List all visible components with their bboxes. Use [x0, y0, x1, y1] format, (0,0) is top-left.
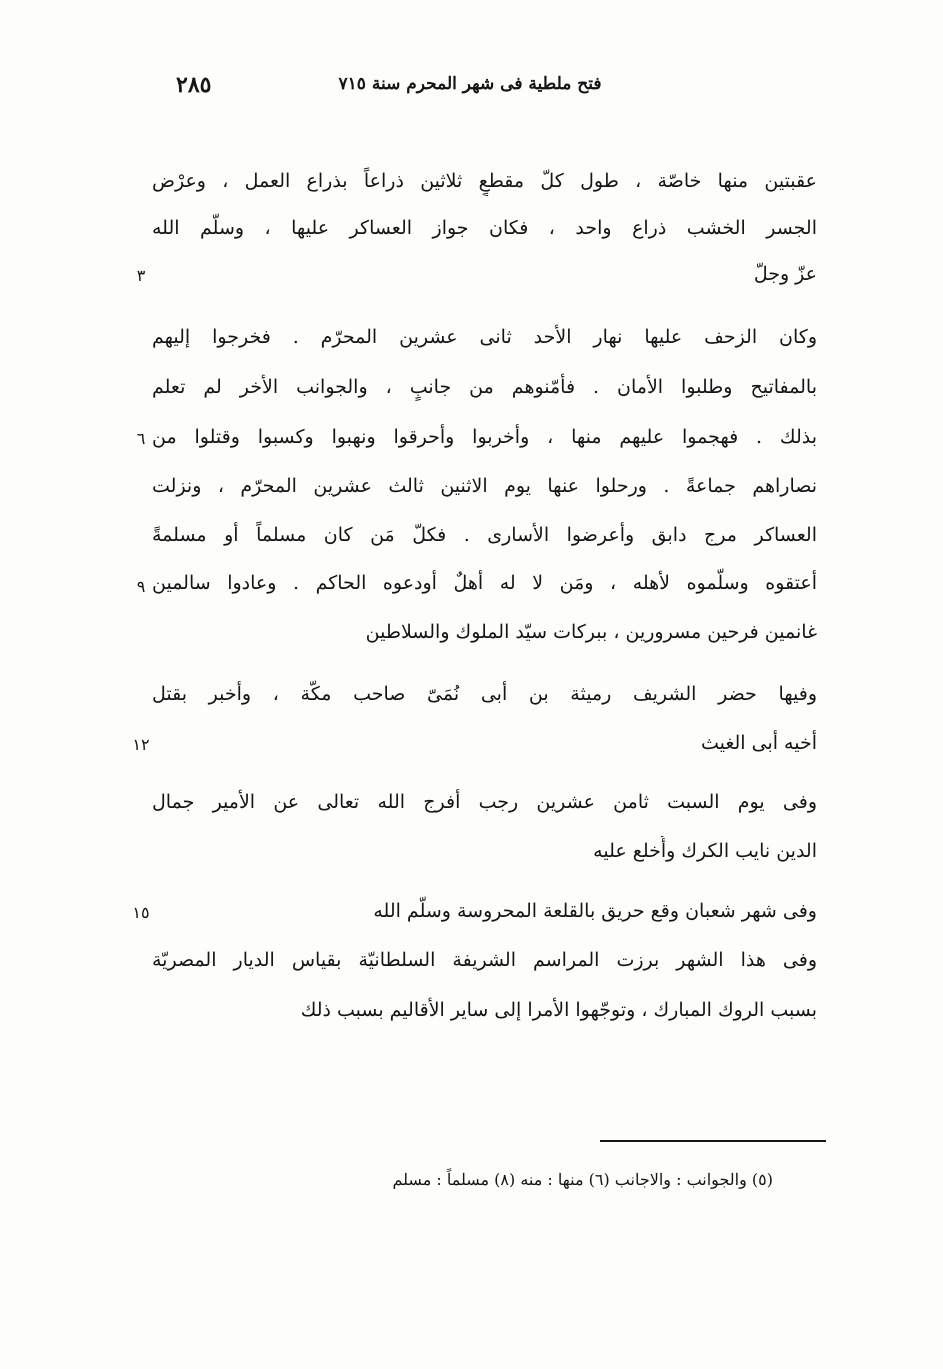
running-title: فتح ملطية فى شهر المحرم سنة ٧١٥ [338, 74, 602, 94]
text-line: غانمين فرحين مسرورين ، ببركات سيّد الملوك والسلاطين [365, 621, 817, 643]
text-line: أخيه أبى الغيث [700, 732, 817, 754]
text-line: نصاراهم جماعةً . ورحلوا عنها يوم الاثنين ثالث عشرين المحرّم ، ونزلت [152, 475, 817, 497]
line-number: ٣ [136, 266, 146, 285]
text-line: وكان الزحف عليها نهار الأحد ثانى عشرين المحرّم . فخرجوا إليهم [152, 326, 817, 348]
text-line: وفى يوم السبت ثامن عشرين رجب أفرج الله تعالى عن الأمير جمال [152, 791, 817, 813]
text-line: بسبب الروك المبارك ، وتوجّهوا الأمرا إلى ساير الأقاليم بسبب ذلك [300, 999, 817, 1021]
text-line: أعتقوه وسلّموه لأهله ، ومَن لا له أهلٌ أودعوه الحاكم . وعادوا سالمين [152, 572, 817, 594]
line-number: ١٥ [132, 903, 150, 922]
line-number: ١٢ [132, 735, 150, 754]
text-line: عقبتين منها خاصّة ، طول كلّ مقطعٍ ثلاثين ذراعاً بذراع العمل ، وعرْض [152, 170, 817, 192]
text-line: وفى شهر شعبان وقع حريق بالقلعة المحروسة وسلّم الله [373, 900, 817, 922]
line-number: ٦ [136, 429, 146, 448]
text-line: الجسر الخشب ذراع واحد ، فكان جواز العساكر عليها ، وسلّم الله [152, 217, 817, 239]
text-line: بالمفاتيح وطلبوا الأمان . فأمّنوهم من جانبٍ ، والجوانب الأخر لم تعلم [152, 376, 817, 398]
line-number: ٩ [136, 577, 146, 596]
text-line: وفيها حضر الشريف رميثة بن أبى نُمَىّ صاحب مكّة ، وأخبر بقتل [152, 683, 817, 705]
text-line: وفى هذا الشهر برزت المراسم الشريفة السلطانيّة بقياس الديار المصريّة [152, 949, 817, 971]
footnote-divider [600, 1140, 826, 1142]
text-line: العساكر مرج دابق وأعرضوا الأسارى . فكلّ مَن كان مسلماً أو مسلمةً [152, 524, 817, 546]
text-line: بذلك . فهجموا عليهم منها ، وأخربوا وأحرقوا ونهبوا وكسبوا وقتلوا من [152, 426, 817, 448]
text-line: الدين نايب الكرك وأُخلع عليه [593, 840, 817, 862]
footnote: (٥) والجوانب : والاجانب (٦) منها : منه (٨) مسلماً : مسلم [392, 1170, 773, 1189]
page-number: ٢٨٥ [176, 72, 212, 98]
text-line: عزّ وجلّ [753, 263, 817, 285]
